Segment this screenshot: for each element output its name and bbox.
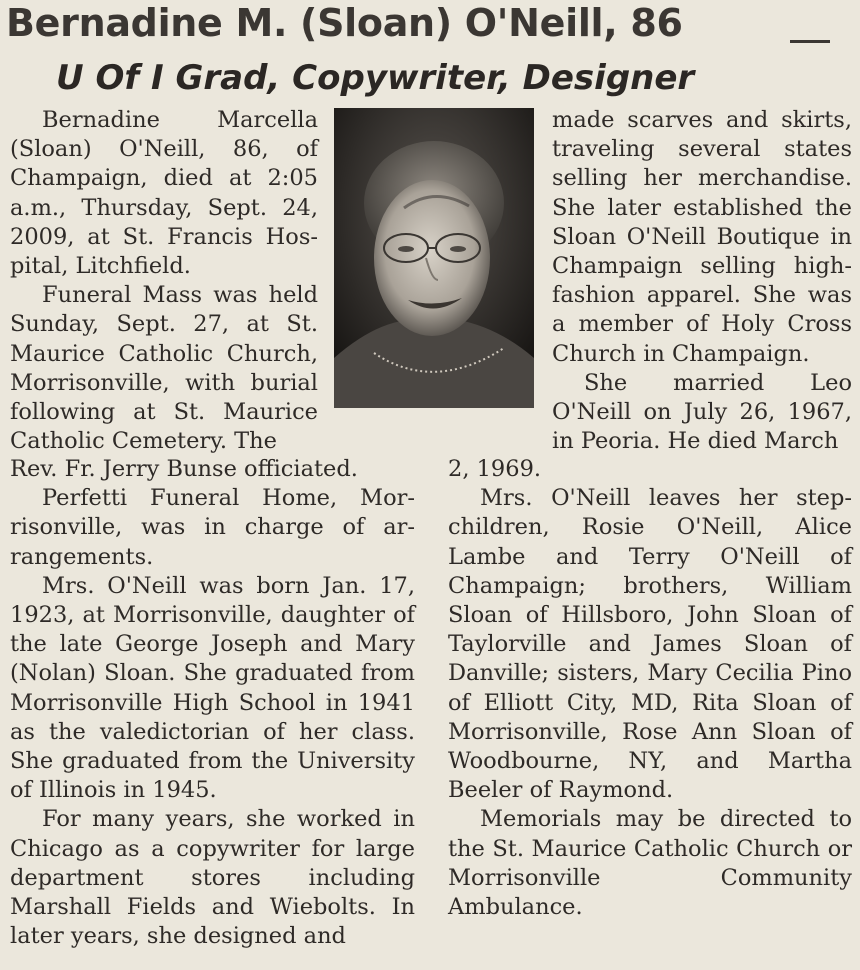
column-1-top <box>10 106 318 456</box>
paragraph: Funeral Mass was held Sunday, Sept. 27, at St. Maurice Catholic Church, Morrisonville, with burial following at St. Maurice Catholic Cemetery. The <box>10 282 318 455</box>
paragraph: For many years, she worked in Chicago as a copywriter for large department stores including Marshall Fields and Wiebolts. In later years, she designed and <box>10 806 415 950</box>
column-1-bottom <box>10 455 415 951</box>
paragraph: Memorials may be directed to the St. Maurice Catholic Church or Morrisonville Community Ambulance. <box>448 806 852 921</box>
paragraph: made scarves and skirts, traveling several states selling her merchandise. She later established the Sloan O'Neill Boutique in Champaign selling high-fashion apparel. She was a member of Holy Cross Church in Champaign. <box>552 107 852 367</box>
paragraph: Rev. Fr. Jerry Bunse officiated. <box>10 456 358 482</box>
portrait-photo <box>334 108 534 408</box>
paragraph: Mrs. O'Neill was born Jan. 17, 1923, at Morrisonville, daughter of the late George Joseph and Mary (Nolan) Sloan. She graduated from Morrisonville High School in 1941 as the valedictorian of her class. She graduated from the University of Illinois in 1945. <box>10 572 415 804</box>
paragraph: 2, 1969. <box>448 456 542 482</box>
column-2-top <box>552 106 852 456</box>
headline-rule <box>790 40 830 43</box>
portrait-image <box>334 108 534 408</box>
paragraph: She married Leo O'Neill on July 26, 1967, in Peoria. He died March <box>552 369 852 455</box>
paragraph: Mrs. O'Neill leaves her stepchildren, Rosie O'Neill, Alice Lambe and Terry O'Neill of Champaign; brothers, William Sloan of Hillsboro, John Sloan of Taylorville and James Sloan of Danville; sisters, Mary Cecilia Pino of Elliott City, MD, Rita Sloan of Morrisonville, Rose Ann Sloan of Woodbourne, NY, and Martha Beeler of Raymond. <box>448 485 852 804</box>
column-2-bottom <box>448 455 852 922</box>
paragraph: Perfetti Funeral Home, Morrisonville, was in charge of arrangements. <box>10 485 415 570</box>
headline: Bernadine M. (Sloan) O'Neill, 86 <box>6 1 683 45</box>
paragraph: Bernadine Marcella (Sloan) O'Neill, 86, of Champaign, died at 2:05 a.m., Thursday, Sept. 24, 2009, at St. Francis Hospital, Litchfield. <box>10 107 318 280</box>
deck-subheadline: U Of I Grad, Copywriter, Designer <box>56 58 695 98</box>
